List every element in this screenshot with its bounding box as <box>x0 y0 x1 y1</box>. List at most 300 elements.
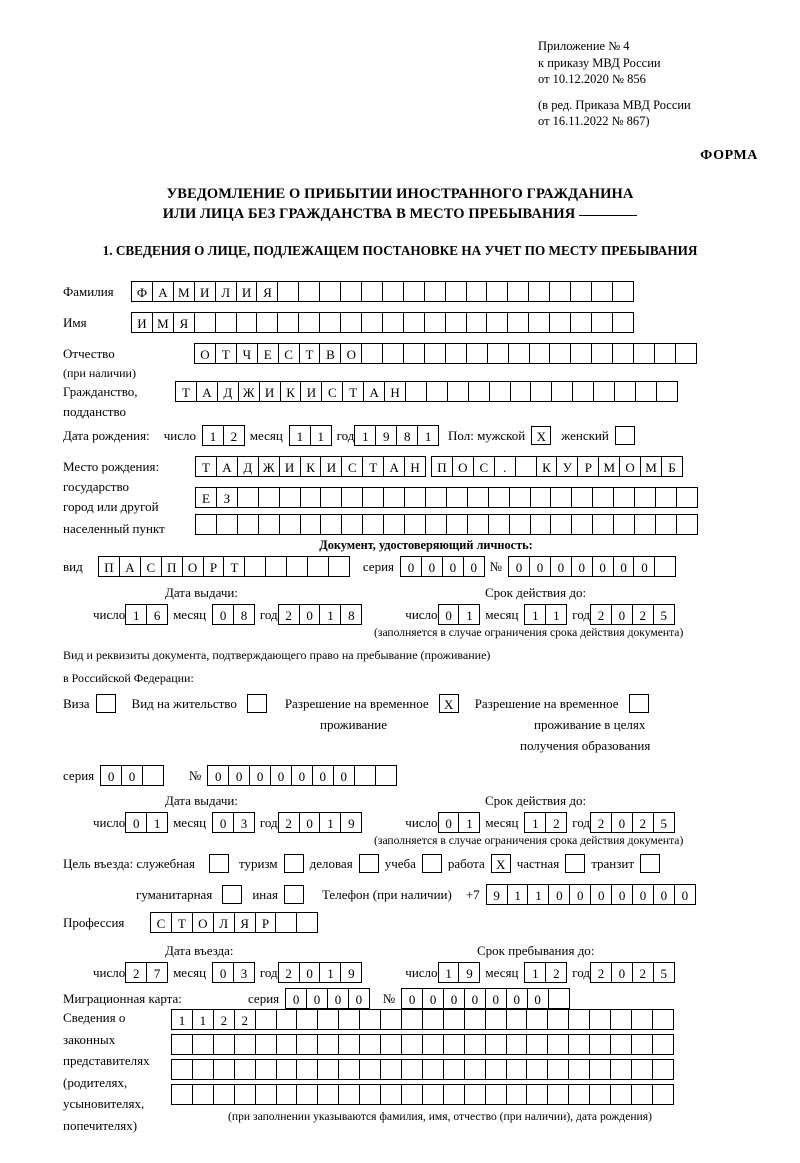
char-cell[interactable]: Ч <box>236 343 258 364</box>
char-cell[interactable]: Е <box>195 487 217 508</box>
char-cell[interactable] <box>256 312 278 333</box>
char-cell[interactable] <box>341 487 363 508</box>
char-cell[interactable]: 0 <box>592 556 614 577</box>
char-cell[interactable] <box>652 1084 674 1105</box>
phone-input[interactable] <box>486 884 695 905</box>
char-cell[interactable] <box>443 1084 465 1105</box>
char-cell[interactable] <box>192 1034 214 1055</box>
char-cell[interactable] <box>526 1034 548 1055</box>
char-cell[interactable]: Н <box>404 456 426 477</box>
doc-issue-day-input[interactable] <box>125 604 167 625</box>
char-cell[interactable]: С <box>278 343 300 364</box>
char-cell[interactable] <box>234 1059 256 1080</box>
char-cell[interactable] <box>403 281 425 302</box>
char-cell[interactable]: 0 <box>527 988 549 1009</box>
char-cell[interactable]: 0 <box>333 765 355 786</box>
birth-day-input[interactable] <box>202 425 244 446</box>
char-cell[interactable]: 9 <box>486 884 508 905</box>
char-cell[interactable] <box>403 312 425 333</box>
char-cell[interactable]: Я <box>234 912 256 933</box>
char-cell[interactable] <box>276 1009 298 1030</box>
char-cell[interactable] <box>359 1009 381 1030</box>
char-cell[interactable] <box>338 1059 360 1080</box>
char-cell[interactable]: 5 <box>653 962 675 983</box>
char-cell[interactable] <box>405 381 427 402</box>
char-cell[interactable]: 0 <box>653 884 675 905</box>
profession-input[interactable] <box>150 912 317 933</box>
char-cell[interactable] <box>612 281 634 302</box>
char-cell[interactable] <box>195 514 217 535</box>
legal-rep-input-3[interactable] <box>171 1059 673 1080</box>
char-cell[interactable]: 2 <box>223 425 245 446</box>
char-cell[interactable]: 0 <box>291 765 313 786</box>
char-cell[interactable] <box>655 487 677 508</box>
char-cell[interactable]: О <box>340 343 362 364</box>
char-cell[interactable]: М <box>152 312 174 333</box>
char-cell[interactable] <box>529 343 551 364</box>
char-cell[interactable]: . <box>494 456 516 477</box>
char-cell[interactable] <box>359 1059 381 1080</box>
char-cell[interactable]: 2 <box>234 1009 256 1030</box>
char-cell[interactable] <box>236 312 258 333</box>
char-cell[interactable] <box>613 514 635 535</box>
char-cell[interactable] <box>488 514 510 535</box>
char-cell[interactable]: 0 <box>306 988 328 1009</box>
char-cell[interactable]: 2 <box>545 812 567 833</box>
char-cell[interactable] <box>568 1034 590 1055</box>
char-cell[interactable] <box>547 1059 569 1080</box>
char-cell[interactable] <box>422 1009 444 1030</box>
char-cell[interactable]: А <box>119 556 141 577</box>
char-cell[interactable] <box>401 1009 423 1030</box>
char-cell[interactable] <box>655 514 677 535</box>
char-cell[interactable] <box>320 487 342 508</box>
char-cell[interactable]: 2 <box>632 812 654 833</box>
char-cell[interactable]: 0 <box>348 988 370 1009</box>
char-cell[interactable]: Е <box>257 343 279 364</box>
char-cell[interactable]: 1 <box>438 962 460 983</box>
entry-year-input[interactable] <box>278 962 362 983</box>
char-cell[interactable] <box>317 1034 339 1055</box>
char-cell[interactable] <box>401 1034 423 1055</box>
char-cell[interactable]: 0 <box>506 988 528 1009</box>
char-cell[interactable]: О <box>192 912 214 933</box>
char-cell[interactable]: Ж <box>238 381 260 402</box>
legal-rep-input-1[interactable] <box>171 1009 673 1030</box>
char-cell[interactable]: 0 <box>438 604 460 625</box>
char-cell[interactable]: 2 <box>125 962 147 983</box>
char-cell[interactable] <box>213 1059 235 1080</box>
char-cell[interactable]: С <box>473 456 495 477</box>
char-cell[interactable] <box>277 312 299 333</box>
char-cell[interactable] <box>424 312 446 333</box>
char-cell[interactable]: 0 <box>212 812 234 833</box>
stay-series-input[interactable] <box>100 765 163 786</box>
char-cell[interactable] <box>277 281 299 302</box>
char-cell[interactable]: 2 <box>590 962 612 983</box>
stay-valid-month-input[interactable] <box>524 812 566 833</box>
char-cell[interactable]: И <box>320 456 342 477</box>
char-cell[interactable]: 0 <box>569 884 591 905</box>
char-cell[interactable] <box>258 514 280 535</box>
char-cell[interactable] <box>341 514 363 535</box>
char-cell[interactable]: А <box>363 381 385 402</box>
char-cell[interactable] <box>591 312 613 333</box>
char-cell[interactable] <box>300 487 322 508</box>
char-cell[interactable]: Т <box>171 912 193 933</box>
char-cell[interactable]: 8 <box>396 425 418 446</box>
char-cell[interactable]: 0 <box>299 604 321 625</box>
char-cell[interactable] <box>571 487 593 508</box>
migration-number-input[interactable] <box>401 988 568 1009</box>
char-cell[interactable]: М <box>640 456 662 477</box>
char-cell[interactable] <box>485 1059 507 1080</box>
char-cell[interactable] <box>676 514 698 535</box>
char-cell[interactable] <box>485 1084 507 1105</box>
char-cell[interactable]: Р <box>203 556 225 577</box>
char-cell[interactable] <box>654 556 676 577</box>
char-cell[interactable] <box>192 1059 214 1080</box>
char-cell[interactable]: 0 <box>548 884 570 905</box>
char-cell[interactable]: О <box>619 456 641 477</box>
char-cell[interactable]: Т <box>223 556 245 577</box>
char-cell[interactable]: И <box>300 381 322 402</box>
char-cell[interactable]: М <box>173 281 195 302</box>
char-cell[interactable]: С <box>341 456 363 477</box>
char-cell[interactable]: 0 <box>421 556 443 577</box>
char-cell[interactable]: 3 <box>233 812 255 833</box>
char-cell[interactable]: 1 <box>289 425 311 446</box>
char-cell[interactable] <box>528 281 550 302</box>
char-cell[interactable] <box>550 487 572 508</box>
char-cell[interactable] <box>298 312 320 333</box>
char-cell[interactable]: Б <box>661 456 683 477</box>
char-cell[interactable] <box>610 1034 632 1055</box>
stay-until-year-input[interactable] <box>590 962 674 983</box>
char-cell[interactable] <box>656 381 678 402</box>
char-cell[interactable] <box>571 514 593 535</box>
char-cell[interactable] <box>424 343 446 364</box>
char-cell[interactable] <box>380 1009 402 1030</box>
doc-valid-year-input[interactable] <box>590 604 674 625</box>
char-cell[interactable] <box>509 514 531 535</box>
char-cell[interactable]: 9 <box>340 812 362 833</box>
char-cell[interactable]: Я <box>173 312 195 333</box>
char-cell[interactable]: 0 <box>422 988 444 1009</box>
char-cell[interactable]: 0 <box>312 765 334 786</box>
char-cell[interactable] <box>317 1059 339 1080</box>
char-cell[interactable] <box>466 281 488 302</box>
char-cell[interactable] <box>570 281 592 302</box>
char-cell[interactable] <box>592 487 614 508</box>
char-cell[interactable]: 0 <box>633 556 655 577</box>
char-cell[interactable] <box>383 487 405 508</box>
char-cell[interactable]: С <box>321 381 343 402</box>
char-cell[interactable] <box>508 343 530 364</box>
char-cell[interactable] <box>464 1034 486 1055</box>
char-cell[interactable]: 1 <box>171 1009 193 1030</box>
char-cell[interactable]: 1 <box>310 425 332 446</box>
char-cell[interactable]: Р <box>255 912 277 933</box>
purpose-tourism-checkbox[interactable] <box>284 854 304 873</box>
char-cell[interactable]: Р <box>577 456 599 477</box>
char-cell[interactable]: 0 <box>442 556 464 577</box>
char-cell[interactable]: 0 <box>299 962 321 983</box>
char-cell[interactable]: А <box>196 381 218 402</box>
char-cell[interactable] <box>510 381 532 402</box>
char-cell[interactable]: 1 <box>507 884 529 905</box>
char-cell[interactable]: У <box>556 456 578 477</box>
char-cell[interactable] <box>507 312 529 333</box>
char-cell[interactable]: 0 <box>463 556 485 577</box>
char-cell[interactable] <box>489 381 511 402</box>
char-cell[interactable]: 0 <box>485 988 507 1009</box>
char-cell[interactable] <box>296 1059 318 1080</box>
entry-month-input[interactable] <box>212 962 254 983</box>
char-cell[interactable]: 1 <box>527 884 549 905</box>
char-cell[interactable] <box>568 1059 590 1080</box>
stay-issue-year-input[interactable] <box>278 812 362 833</box>
char-cell[interactable]: 1 <box>125 604 147 625</box>
doc-issue-month-input[interactable] <box>212 604 254 625</box>
char-cell[interactable] <box>215 312 237 333</box>
char-cell[interactable] <box>526 1059 548 1080</box>
char-cell[interactable] <box>298 281 320 302</box>
char-cell[interactable] <box>591 343 613 364</box>
char-cell[interactable] <box>526 1084 548 1105</box>
char-cell[interactable] <box>612 343 634 364</box>
stay-until-day-input[interactable] <box>438 962 480 983</box>
char-cell[interactable] <box>464 1084 486 1105</box>
char-cell[interactable] <box>631 1084 653 1105</box>
char-cell[interactable] <box>338 1009 360 1030</box>
patronymic-input[interactable] <box>194 343 696 364</box>
char-cell[interactable] <box>466 312 488 333</box>
char-cell[interactable] <box>464 1059 486 1080</box>
char-cell[interactable] <box>255 1009 277 1030</box>
char-cell[interactable]: 0 <box>100 765 122 786</box>
char-cell[interactable]: Н <box>384 381 406 402</box>
char-cell[interactable]: Л <box>213 912 235 933</box>
purpose-private-checkbox[interactable] <box>565 854 585 873</box>
char-cell[interactable] <box>237 514 259 535</box>
char-cell[interactable] <box>515 456 537 477</box>
char-cell[interactable] <box>296 1034 318 1055</box>
char-cell[interactable]: 0 <box>508 556 530 577</box>
visa-checkbox[interactable] <box>96 694 116 713</box>
char-cell[interactable] <box>237 487 259 508</box>
char-cell[interactable] <box>338 1034 360 1055</box>
char-cell[interactable]: З <box>216 487 238 508</box>
char-cell[interactable] <box>401 1059 423 1080</box>
char-cell[interactable]: П <box>98 556 120 577</box>
char-cell[interactable]: 0 <box>438 812 460 833</box>
birth-place-city-input-row1[interactable] <box>431 456 682 477</box>
char-cell[interactable]: 0 <box>443 988 465 1009</box>
char-cell[interactable] <box>425 487 447 508</box>
char-cell[interactable] <box>422 1034 444 1055</box>
char-cell[interactable]: Т <box>299 343 321 364</box>
char-cell[interactable]: 1 <box>524 604 546 625</box>
char-cell[interactable] <box>446 487 468 508</box>
birth-place-city-input-row2[interactable] <box>195 487 697 508</box>
purpose-business-checkbox[interactable] <box>359 854 379 873</box>
char-cell[interactable] <box>610 1009 632 1030</box>
sex-female-checkbox[interactable] <box>615 426 635 445</box>
char-cell[interactable]: 0 <box>571 556 593 577</box>
char-cell[interactable] <box>589 1059 611 1080</box>
char-cell[interactable] <box>307 556 329 577</box>
char-cell[interactable]: 2 <box>590 812 612 833</box>
char-cell[interactable]: Т <box>215 343 237 364</box>
char-cell[interactable]: И <box>279 456 301 477</box>
char-cell[interactable]: 0 <box>299 812 321 833</box>
char-cell[interactable] <box>445 312 467 333</box>
char-cell[interactable]: Ф <box>131 281 153 302</box>
char-cell[interactable] <box>485 1009 507 1030</box>
char-cell[interactable] <box>466 343 488 364</box>
char-cell[interactable] <box>213 1084 235 1105</box>
char-cell[interactable] <box>506 1034 528 1055</box>
char-cell[interactable]: 8 <box>233 604 255 625</box>
char-cell[interactable]: 0 <box>212 962 234 983</box>
doc-valid-month-input[interactable] <box>524 604 566 625</box>
char-cell[interactable] <box>530 514 552 535</box>
doc-type-input[interactable] <box>98 556 349 577</box>
char-cell[interactable]: 0 <box>613 556 635 577</box>
char-cell[interactable]: Д <box>217 381 239 402</box>
purpose-transit-checkbox[interactable] <box>640 854 660 873</box>
char-cell[interactable] <box>633 343 655 364</box>
char-cell[interactable]: 0 <box>464 988 486 1009</box>
char-cell[interactable]: 1 <box>319 604 341 625</box>
char-cell[interactable] <box>380 1084 402 1105</box>
migration-series-input[interactable] <box>285 988 369 1009</box>
char-cell[interactable] <box>506 1009 528 1030</box>
char-cell[interactable]: Я <box>256 281 278 302</box>
char-cell[interactable] <box>382 312 404 333</box>
char-cell[interactable] <box>426 381 448 402</box>
char-cell[interactable]: 1 <box>458 812 480 833</box>
char-cell[interactable] <box>652 1034 674 1055</box>
char-cell[interactable]: 1 <box>545 604 567 625</box>
char-cell[interactable] <box>507 281 529 302</box>
char-cell[interactable] <box>359 1084 381 1105</box>
char-cell[interactable]: 0 <box>270 765 292 786</box>
char-cell[interactable] <box>631 1034 653 1055</box>
char-cell[interactable]: 1 <box>319 962 341 983</box>
char-cell[interactable] <box>319 281 341 302</box>
char-cell[interactable] <box>422 1084 444 1105</box>
char-cell[interactable] <box>425 514 447 535</box>
surname-input[interactable] <box>131 281 633 302</box>
char-cell[interactable] <box>194 312 216 333</box>
char-cell[interactable] <box>612 312 634 333</box>
char-cell[interactable] <box>234 1084 256 1105</box>
char-cell[interactable]: И <box>131 312 153 333</box>
char-cell[interactable]: 1 <box>146 812 168 833</box>
char-cell[interactable] <box>443 1009 465 1030</box>
sex-male-checkbox[interactable]: Х <box>531 426 551 445</box>
legal-rep-input-4[interactable] <box>171 1084 673 1105</box>
char-cell[interactable] <box>359 1034 381 1055</box>
char-cell[interactable] <box>570 343 592 364</box>
char-cell[interactable] <box>592 514 614 535</box>
char-cell[interactable]: 0 <box>327 988 349 1009</box>
char-cell[interactable] <box>549 343 571 364</box>
char-cell[interactable] <box>403 343 425 364</box>
char-cell[interactable] <box>635 381 657 402</box>
stay-valid-day-input[interactable] <box>438 812 480 833</box>
char-cell[interactable] <box>610 1059 632 1080</box>
char-cell[interactable] <box>279 487 301 508</box>
char-cell[interactable]: 3 <box>233 962 255 983</box>
char-cell[interactable] <box>320 514 342 535</box>
char-cell[interactable] <box>634 514 656 535</box>
char-cell[interactable] <box>570 312 592 333</box>
char-cell[interactable]: С <box>150 912 172 933</box>
char-cell[interactable]: 0 <box>207 765 229 786</box>
char-cell[interactable] <box>380 1059 402 1080</box>
char-cell[interactable] <box>447 381 469 402</box>
char-cell[interactable]: 1 <box>524 962 546 983</box>
char-cell[interactable]: 0 <box>611 812 633 833</box>
char-cell[interactable] <box>467 487 489 508</box>
char-cell[interactable] <box>591 281 613 302</box>
char-cell[interactable] <box>443 1034 465 1055</box>
char-cell[interactable] <box>244 556 266 577</box>
char-cell[interactable] <box>296 1084 318 1105</box>
birth-month-input[interactable] <box>289 425 331 446</box>
birth-place-city-input-row3[interactable] <box>195 514 697 535</box>
char-cell[interactable] <box>568 1009 590 1030</box>
char-cell[interactable] <box>422 1059 444 1080</box>
char-cell[interactable] <box>443 1059 465 1080</box>
char-cell[interactable] <box>652 1009 674 1030</box>
char-cell[interactable]: 0 <box>529 556 551 577</box>
entry-day-input[interactable] <box>125 962 167 983</box>
stay-valid-year-input[interactable] <box>590 812 674 833</box>
doc-series-input[interactable] <box>400 556 484 577</box>
char-cell[interactable] <box>255 1084 277 1105</box>
char-cell[interactable] <box>547 1084 569 1105</box>
char-cell[interactable] <box>547 1034 569 1055</box>
char-cell[interactable] <box>509 487 531 508</box>
char-cell[interactable]: 1 <box>417 425 439 446</box>
char-cell[interactable]: 2 <box>632 962 654 983</box>
stay-until-month-input[interactable] <box>524 962 566 983</box>
char-cell[interactable]: 1 <box>458 604 480 625</box>
char-cell[interactable]: 5 <box>653 604 675 625</box>
char-cell[interactable] <box>401 1084 423 1105</box>
char-cell[interactable] <box>340 281 362 302</box>
char-cell[interactable] <box>528 312 550 333</box>
char-cell[interactable]: 0 <box>125 812 147 833</box>
char-cell[interactable] <box>547 1009 569 1030</box>
char-cell[interactable]: 9 <box>458 962 480 983</box>
char-cell[interactable] <box>380 1034 402 1055</box>
char-cell[interactable]: 2 <box>278 962 300 983</box>
char-cell[interactable] <box>589 1084 611 1105</box>
char-cell[interactable] <box>445 343 467 364</box>
char-cell[interactable]: 6 <box>146 604 168 625</box>
purpose-service-checkbox[interactable] <box>209 854 229 873</box>
char-cell[interactable]: О <box>452 456 474 477</box>
char-cell[interactable] <box>506 1084 528 1105</box>
char-cell[interactable] <box>526 1009 548 1030</box>
char-cell[interactable]: 2 <box>278 604 300 625</box>
char-cell[interactable]: А <box>152 281 174 302</box>
